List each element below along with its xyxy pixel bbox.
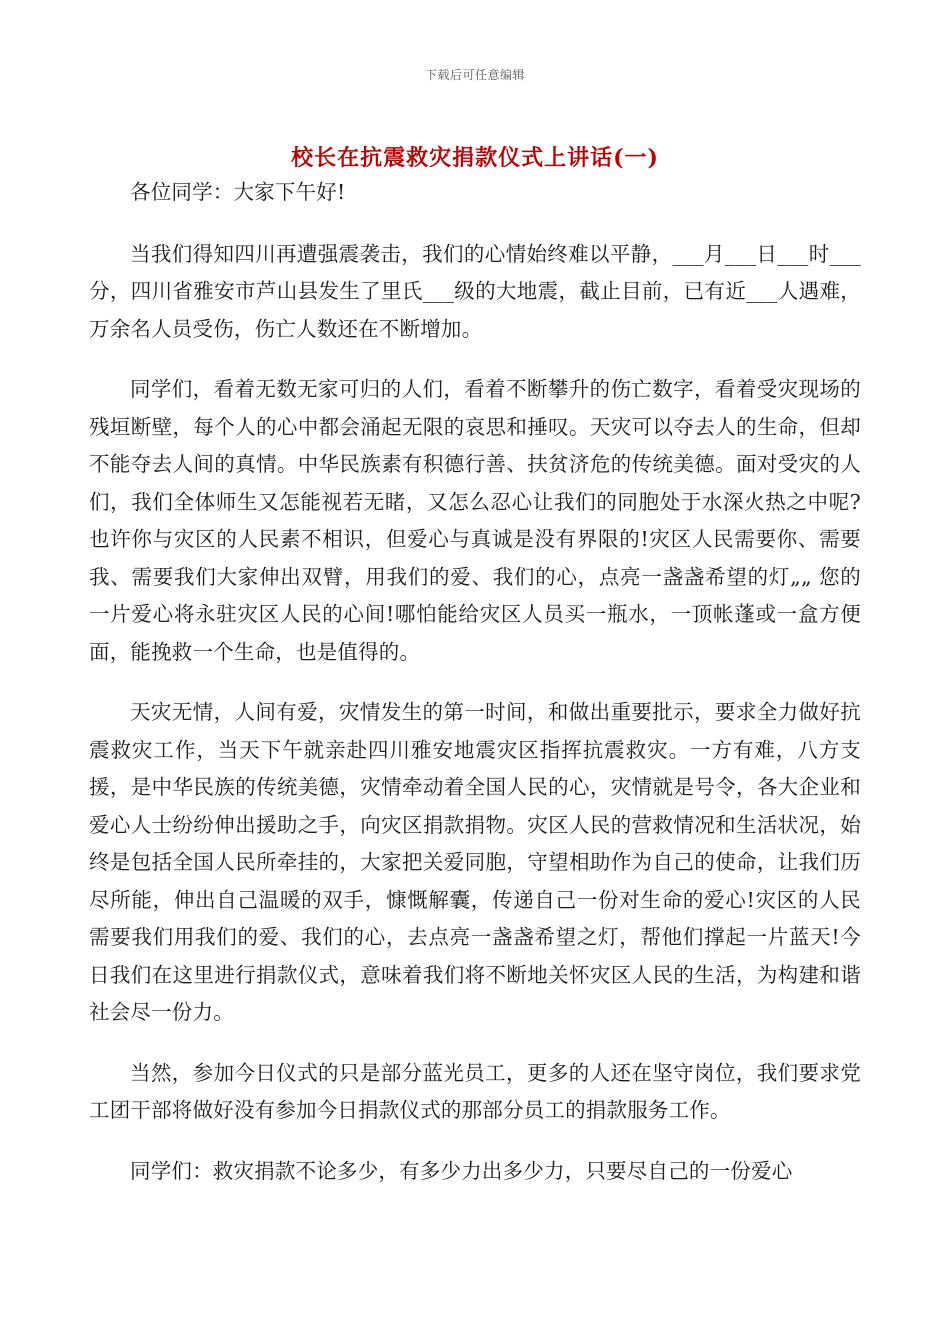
body-paragraph: 同学们：救灾捐款不论多少，有多少力出多少力，只要尽自己的一份爱心 bbox=[130, 1158, 793, 1183]
body-paragraph: 同学们，看着无数无家可归的人们，看着不断攀升的伤亡数字，看着受灾现场的残垣断壁，每个人的心中都会涌起无限的哀思和捶叹。天灾可以夺去人的生命，但却不能夺去人间的真情。中华民族素有积德行善、扶贫济危的传统美德。面对受灾的人们，我们全体师生又怎能视若无睹，又怎么忍心让我们的同胞处于水深火热之中呢?也许你与灾区的人民素不相识，但爱心与真诚是没有界限的!灾区人民需要你、需要我、需要我们大家伸出双臂，用我们的爱、我们的心，点亮一盏盏希望的灯„„ 您的一片爱心将永驻灾区人民的心间!哪怕能给灾区人员买一瓶水，一顶帐蓬或一盒方便面，能挽救一个生命，也是值得的。 bbox=[89, 377, 861, 664]
body-paragraph: 天灾无情，人间有爱，灾情发生的第一时间，和做出重要批示，要求全力做好抗震救灾工作，当天下午就亲赴四川雅安地震灾区指挥抗震救灾。一方有难，八方支援，是中华民族的传统美德，灾情牵动着全国人民的心，灾情就是号令，各大企业和爱心人士纷纷伸出援助之手，向灾区捐款捐物。灾区人民的营救情况和生活状况，始终是包括全国人民所牵挂的，大家把关爱同胞，守望相助作为自己的使命，让我们历尽所能，伸出自己温暖的双手，慷慨解囊，传递自己一份对生命的爱心!灾区的人民需要我们用我们的爱、我们的心，去点亮一盏盏希望之灯，帮他们撑起一片蓝天!今日我们在这里进行捐款仪式，意味着我们将不断地关怀灾区人民的生活，为构建和谐社会尽一份力。 bbox=[89, 700, 861, 1024]
salutation-paragraph: 各位同学：大家下午好! bbox=[130, 180, 346, 204]
document-body bbox=[89, 174, 861, 1213]
header-note: 下载后可任意编辑 bbox=[424, 68, 525, 82]
body-paragraph: 当然，参加今日仪式的只是部分蓝光员工，更多的人还在坚守岗位，我们要求党工团干部将做好没有参加今日捐款仪式的那部分员工的捐款服务工作。 bbox=[89, 1060, 861, 1122]
body-paragraph: 当我们得知四川再遭强震袭击，我们的心情始终难以平静，___月___日___时___分，四川省雅安市芦山县发生了里氏___级的大地震，截止目前，已有近___人遇难，万余名人员受伤，伤亡人数还在不断增加。 bbox=[89, 241, 861, 341]
document-title: 校长在抗震救灾捐款仪式上讲话(一) bbox=[291, 145, 659, 171]
